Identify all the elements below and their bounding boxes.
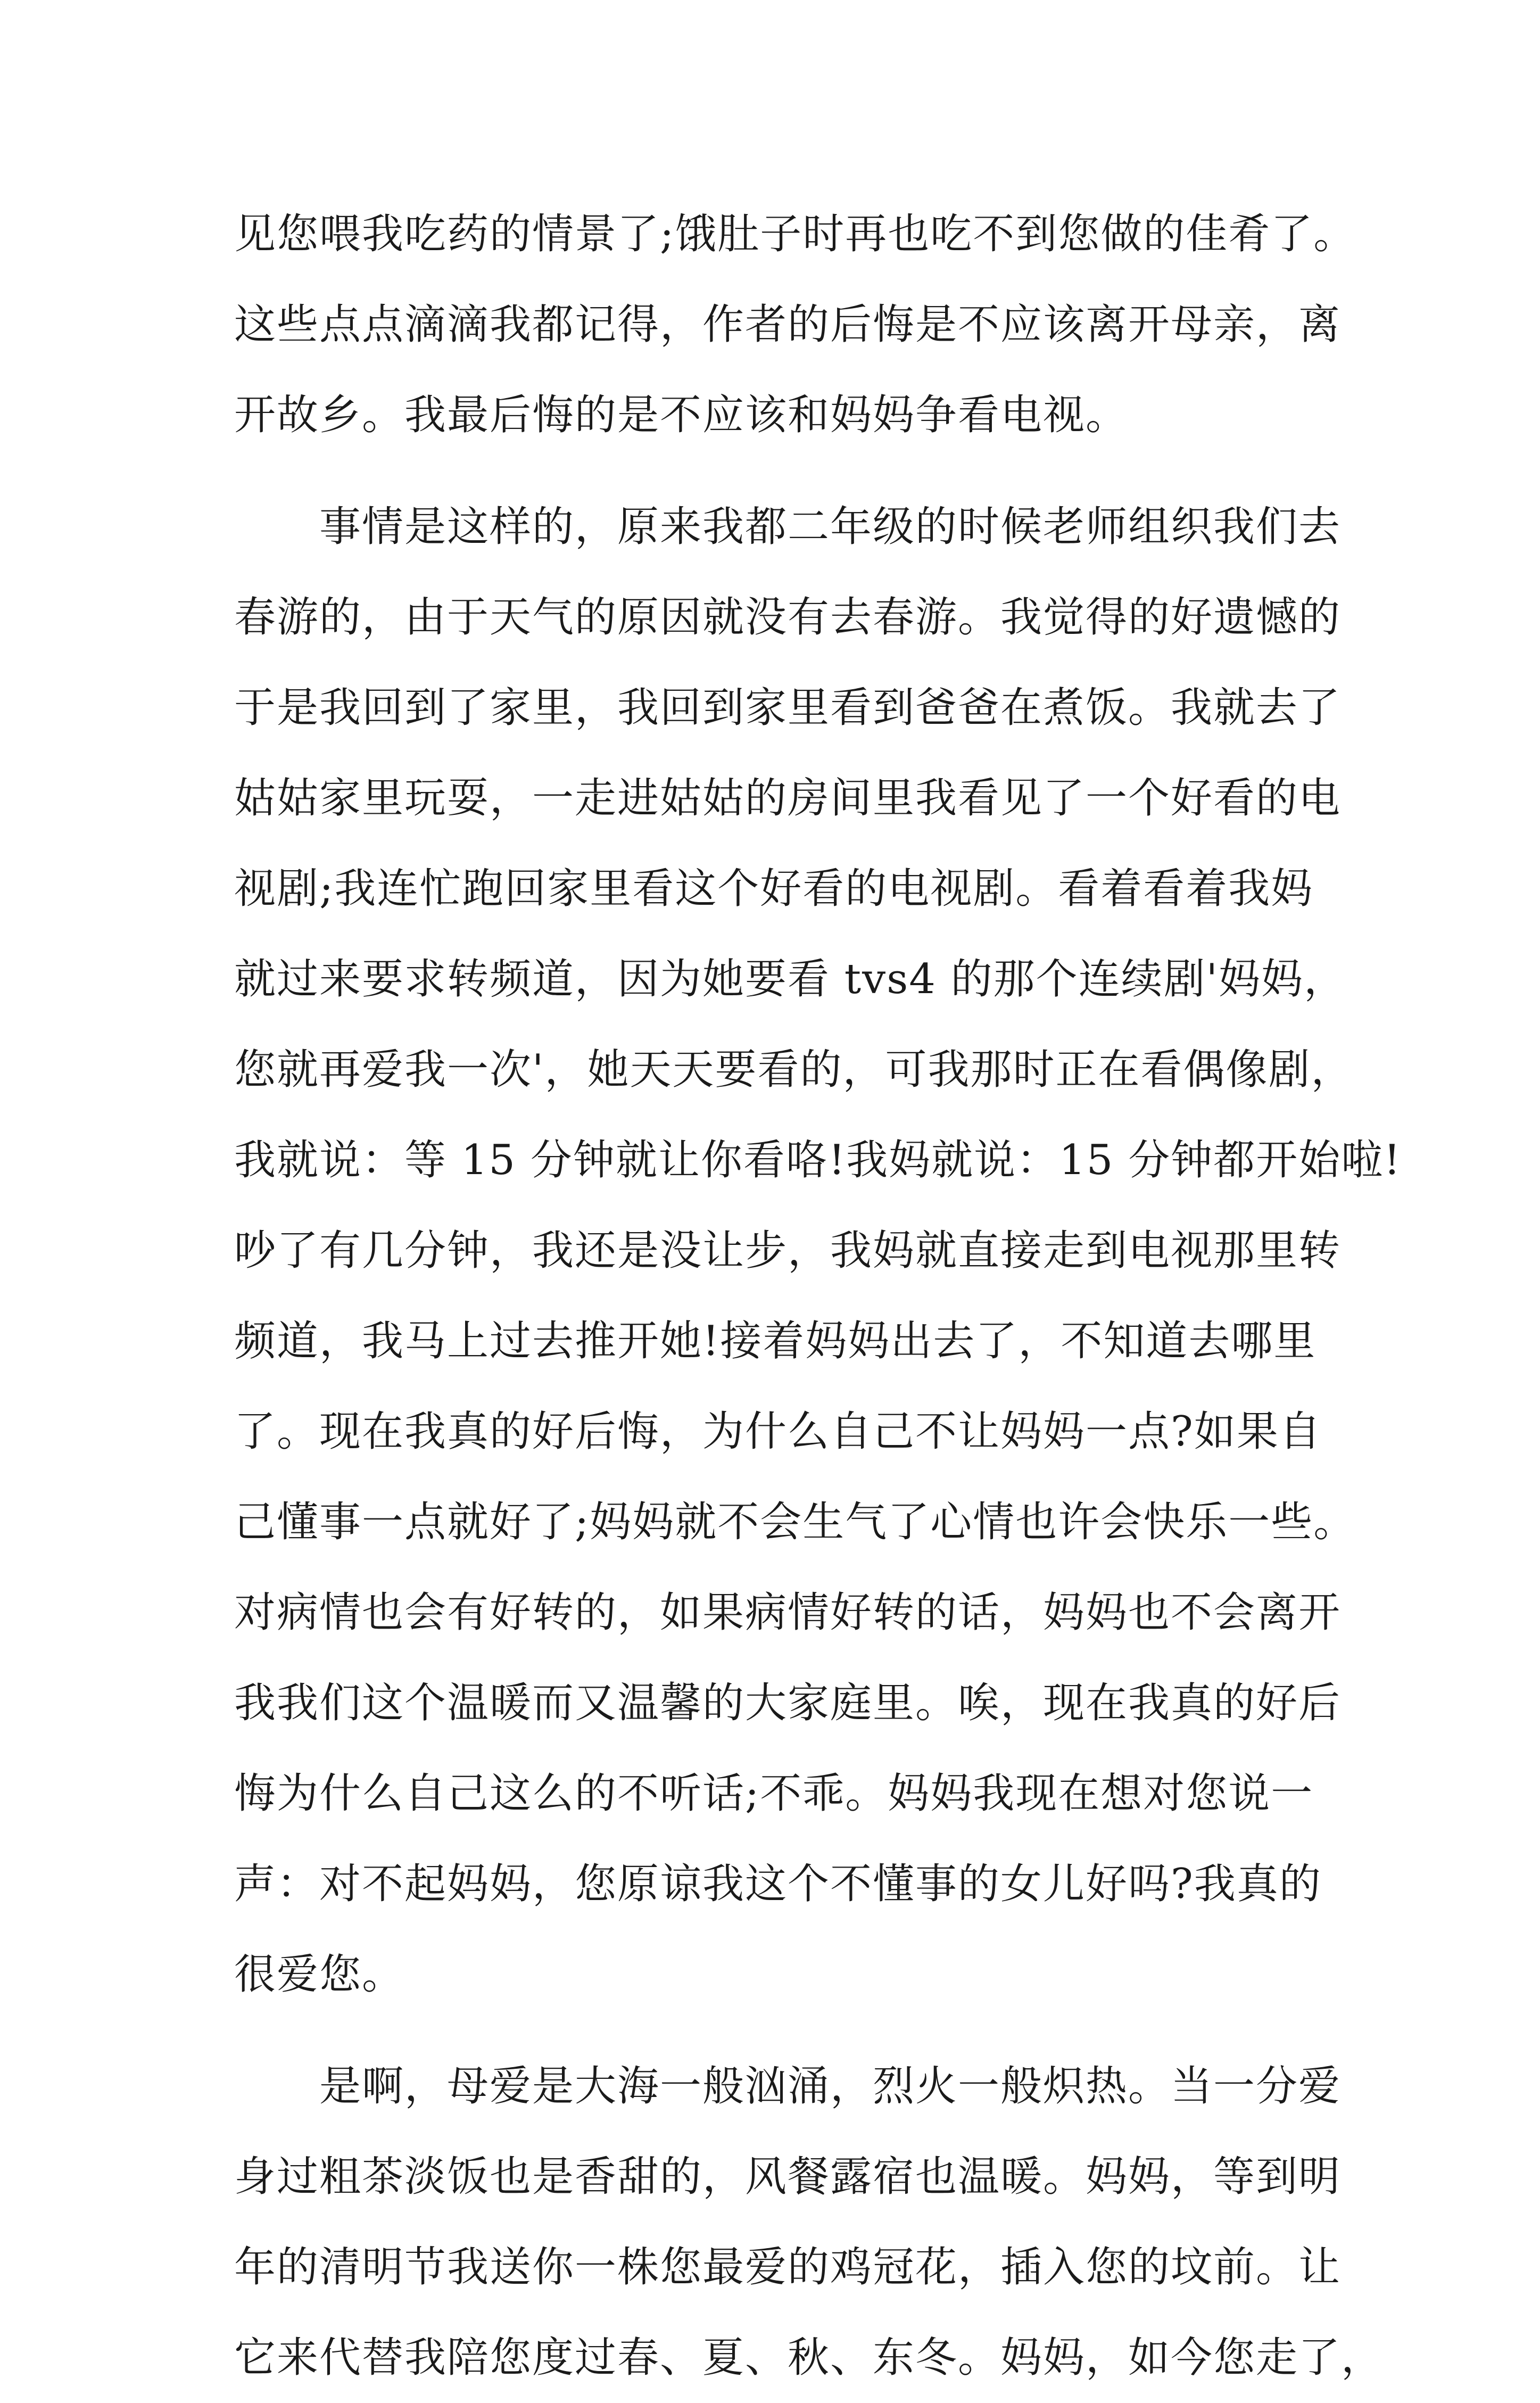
text-line: 声：对不起妈妈，您原谅我这个不懂事的女儿好吗?我真的 xyxy=(234,1860,1322,1908)
text-line: 它来代替我陪您度过春、夏、秋、东冬。妈妈，如今您走了， xyxy=(234,2334,1384,2382)
text-line: 事情是这样的，原来我都二年级的时候老师组织我们去 xyxy=(234,503,1342,551)
text-line: 见您喂我吃药的情景了;饿肚子时再也吃不到您做的佳肴了。 xyxy=(234,210,1356,258)
text-line: 吵了有几分钟，我还是没让步，我妈就直接走到电视那里转 xyxy=(234,1227,1342,1275)
text-line: 视剧;我连忙跑回家里看这个好看的电视剧。看着看着我妈 xyxy=(234,865,1314,913)
paragraph-spacing xyxy=(234,460,1314,482)
text-line: 姑姑家里玩耍，一走进姑姑的房间里我看见了一个好看的电 xyxy=(234,774,1342,822)
text-line: 开故乡。我最后悔的是不应该和妈妈争看电视。 xyxy=(234,391,1129,439)
text-line: 年的清明节我送你一株您最爱的鸡冠花，插入您的坟前。让 xyxy=(234,2243,1342,2291)
text-line: 悔为什么自己这么的不听话;不乖。妈妈我现在想对您说一 xyxy=(234,1770,1314,1818)
text-line: 身过粗茶淡饭也是香甜的，风餐露宿也温暖。妈妈，等到明 xyxy=(234,2153,1342,2201)
paragraph-spacing xyxy=(234,2020,1314,2041)
text-line: 了。现在我真的好后悔，为什么自己不让妈妈一点?如果自 xyxy=(234,1408,1322,1456)
paragraph xyxy=(234,482,1402,2020)
text-line: 很爱您。 xyxy=(234,1951,405,1999)
paragraph xyxy=(234,2041,1384,2403)
text-line: 频道，我马上过去推开她!接着妈妈出去了，不知道去哪里 xyxy=(234,1317,1317,1365)
text-line: 这些点点滴滴我都记得，作者的后悔是不应该离开母亲，离 xyxy=(234,301,1342,349)
text-line: 我我们这个温暖而又温馨的大家庭里。唉，现在我真的好后 xyxy=(234,1679,1342,1727)
text-line: 就过来要求转频道，因为她要看 tvs4 的那个连续剧'妈妈， xyxy=(234,955,1347,1003)
text-line: 己懂事一点就好了;妈妈就不会生气了心情也许会快乐一些。 xyxy=(234,1498,1356,1546)
text-line: 春游的，由于天气的原因就没有去春游。我觉得的好遗憾的 xyxy=(234,593,1342,641)
text-line: 于是我回到了家里，我回到家里看到爸爸在煮饭。我就去了 xyxy=(234,684,1342,732)
text-line: 您就再爱我一次'，她天天要看的，可我那时正在看偶像剧， xyxy=(234,1046,1354,1094)
text-line: 我就说：等 15 分钟就让你看咯!我妈就说：15 分钟都开始啦! xyxy=(234,1136,1402,1184)
text-line: 对病情也会有好转的，如果病情好转的话，妈妈也不会离开 xyxy=(234,1589,1342,1637)
text-line: 是啊，母爱是大海一般汹涌，烈火一般炽热。当一分爱 xyxy=(234,2062,1342,2110)
paragraph xyxy=(234,189,1356,460)
body-text xyxy=(234,189,1402,2403)
